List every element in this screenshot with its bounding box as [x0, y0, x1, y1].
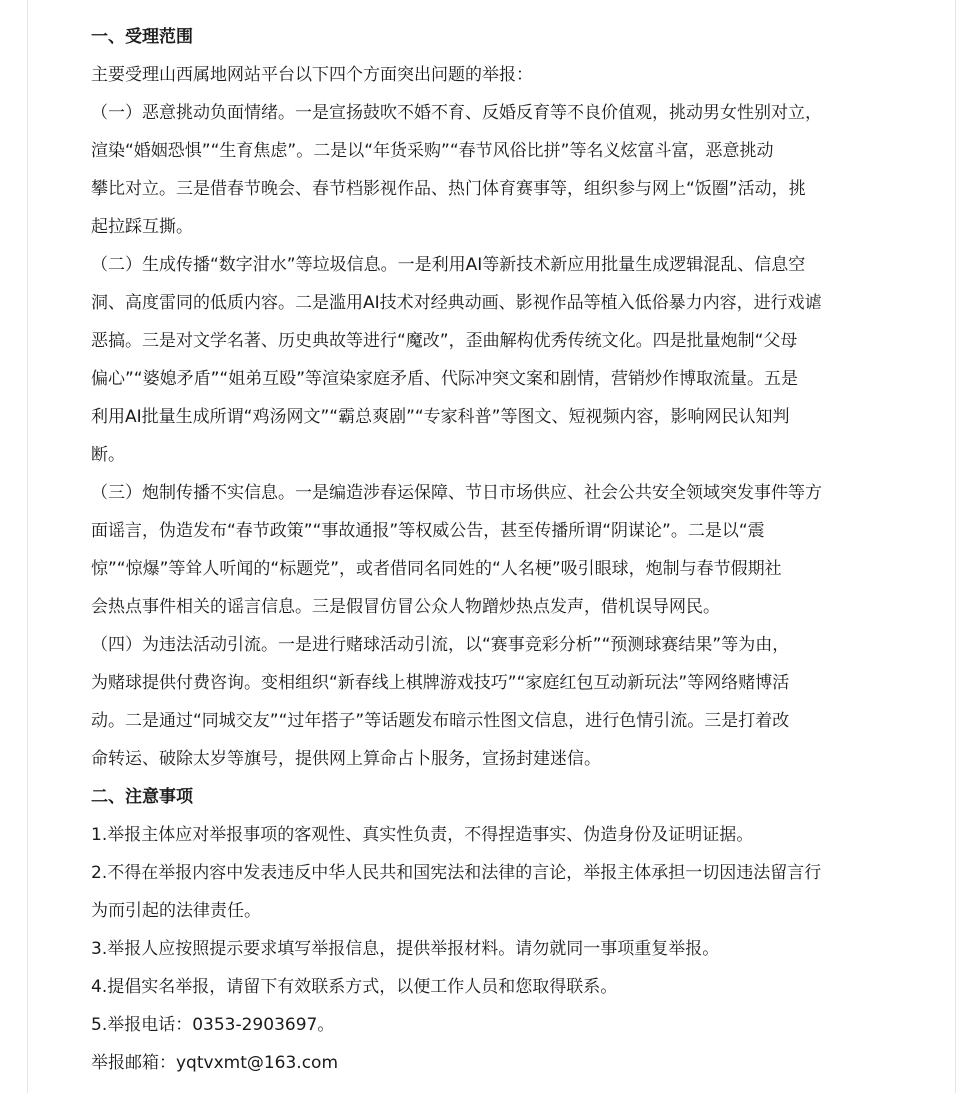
- paragraph-line: 命转运、破除太岁等旗号，提供网上算命占卜服务，宣扬封建迷信。: [91, 749, 601, 769]
- paragraph-line: 2.不得在举报内容中发表违反中华人民共和国宪法和法律的言论，举报主体承担一切因违法留言行: [91, 863, 822, 883]
- paragraph-line: 举报邮箱：yqtvxmt@163.com: [91, 1053, 339, 1073]
- paragraph-line: （二）生成传播“数字泔水”等垃圾信息。一是利用AI等新技术新应用批量生成逻辑混乱、信息空: [91, 255, 806, 275]
- paragraph: [91, 246, 871, 474]
- paragraph-line: 利用AI批量生成所谓“鸡汤网文”“霸总爽剧”“专家科普”等图文、短视频内容，影响网民认知判: [91, 407, 790, 427]
- paragraph: [91, 968, 871, 1006]
- paragraph: [91, 474, 871, 626]
- paragraph: [91, 56, 871, 94]
- paragraph-line: 5.举报电话：0353-2903697。: [91, 1015, 335, 1035]
- paragraph-line: （四）为违法活动引流。一是进行赌球活动引流，以“赛事竞彩分析”“预测球赛结果”等为由，: [91, 635, 790, 655]
- paragraph: [91, 816, 871, 854]
- paragraph-line: 断。: [91, 445, 125, 465]
- paragraph: [91, 854, 871, 930]
- notice-content: [91, 18, 871, 1082]
- paragraph-line: 攀比对立。三是借春节晚会、春节档影视作品、热门体育赛事等，组织参与网上“饭圈”活动，挑: [91, 179, 806, 199]
- paragraph-line: 恶搞。三是对文学名著、历史典故等进行“魔改”，歪曲解构优秀传统文化。四是批量炮制“父母: [91, 331, 798, 351]
- paragraph: [91, 930, 871, 968]
- paragraph-line: 3.举报人应按照提示要求填写举报信息，提供举报材料。请勿就同一事项重复举报。: [91, 939, 720, 959]
- paragraph-line: 洞、高度雷同的低质内容。二是滥用AI技术对经典动画、影视作品等植入低俗暴力内容，进行戏谑: [91, 293, 822, 313]
- paragraph: [91, 1006, 871, 1044]
- section-heading: 二、注意事项: [91, 787, 193, 807]
- paragraph: [91, 1044, 871, 1082]
- section-1: [91, 18, 871, 778]
- section-2: [91, 778, 871, 1082]
- section-heading: 一、受理范围: [91, 27, 193, 47]
- paragraph: [91, 626, 871, 778]
- paragraph-line: 面谣言，伪造发布“春节政策”“事故通报”等权威公告，甚至传播所谓“阴谋论”。二是以“震: [91, 521, 765, 541]
- paragraph-line: 为而引起的法律责任。: [91, 901, 261, 921]
- paragraph-line: 会热点事件相关的谣言信息。三是假冒仿冒公众人物蹭炒热点发声，借机误导网民。: [91, 597, 720, 617]
- paragraph-line: 主要受理山西属地网站平台以下四个方面突出问题的举报：: [91, 65, 533, 85]
- paragraph-line: 渲染“婚姻恐惧”“生育焦虑”。二是以“年货采购”“春节风俗比拼”等名义炫富斗富，恶意挑动: [91, 141, 774, 161]
- paragraph: [91, 94, 871, 246]
- paragraph-line: 动。二是通过“同城交友”“过年搭子”等话题发布暗示性图文信息，进行色情引流。三是打着改: [91, 711, 790, 731]
- paragraph-line: 为赌球提供付费咨询。变相组织“新春线上棋牌游戏技巧”“家庭红包互动新玩法”等网络赌博活: [91, 673, 790, 693]
- paragraph-line: 惊”“惊爆”等耸人听闻的“标题党”，或者借同名同姓的“人名梗”吸引眼球，炮制与春节假期社: [91, 559, 782, 579]
- paragraph-line: （一）恶意挑动负面情绪。一是宣扬鼓吹不婚不育、反婚反育等不良价值观，挑动男女性别对立，: [91, 103, 822, 123]
- paragraph-line: 起拉踩互撕。: [91, 217, 193, 237]
- paragraph-line: 4.提倡实名举报，请留下有效联系方式，以便工作人员和您取得联系。: [91, 977, 618, 997]
- paragraph-line: 1.举报主体应对举报事项的客观性、真实性负责，不得捏造事实、伪造身份及证明证据。: [91, 825, 754, 845]
- paragraph-line: 偏心”“婆媳矛盾”“姐弟互殴”等渲染家庭矛盾、代际冲突文案和剧情，营销炒作博取流量。五是: [91, 369, 799, 389]
- paragraph-line: （三）炮制传播不实信息。一是编造涉春运保障、节日市场供应、社会公共安全领域突发事件等方: [91, 483, 822, 503]
